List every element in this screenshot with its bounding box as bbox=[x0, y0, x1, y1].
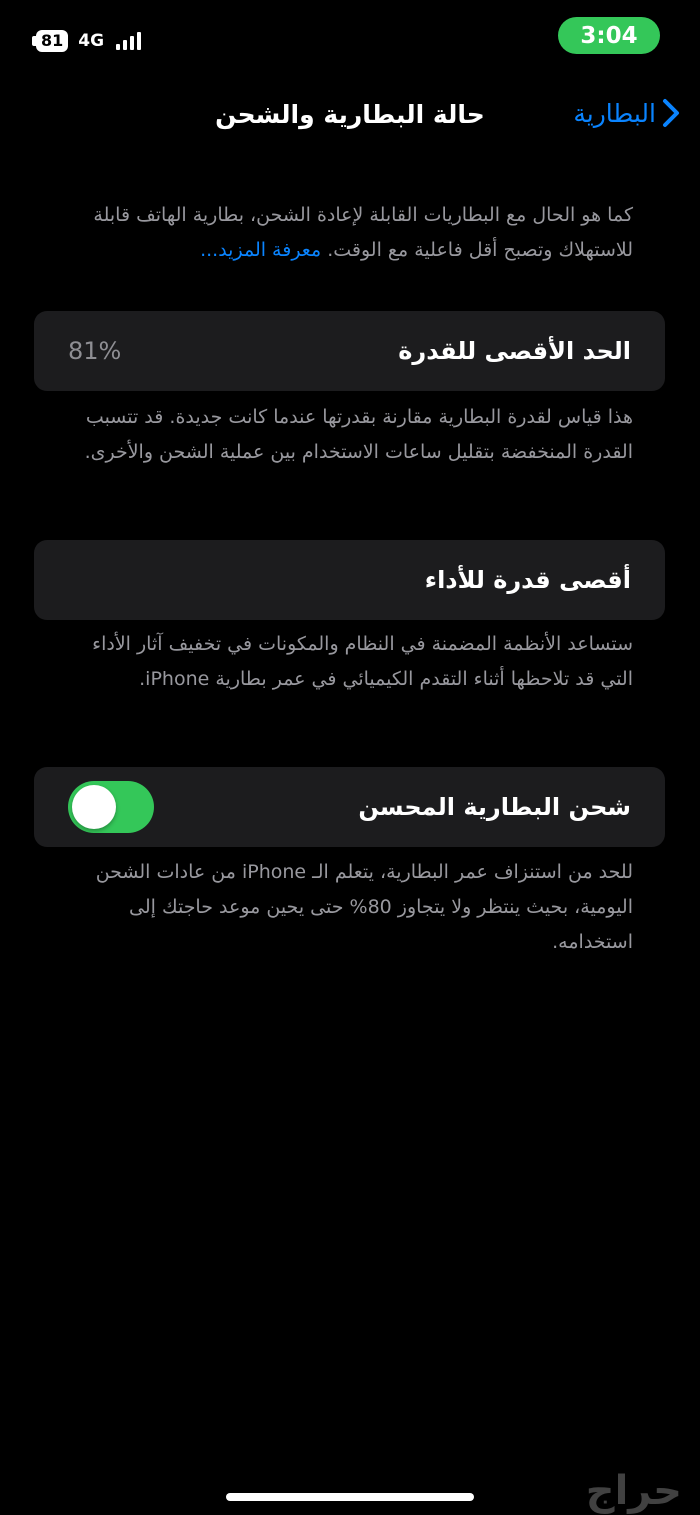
page-title: حالة البطارية والشحن bbox=[215, 100, 485, 129]
chevron-right-icon bbox=[662, 98, 680, 128]
peak-performance-row[interactable] bbox=[34, 540, 665, 620]
peak-performance-description: ستساعد الأنظمة المضمنة في النظام والمكونات في تخفيف آثار الأداء التي قد تلاحظها أثناء التقدم الكيميائي في عمر بطارية iPhone. bbox=[92, 633, 633, 690]
intro-description: كما هو الحال مع البطاريات القابلة لإعادة الشحن، بطارية الهاتف قابلة للاستهلاك وتصبح أقل فاعلية مع الوقت. bbox=[93, 204, 633, 261]
optimized-charging-row bbox=[34, 767, 665, 847]
max-capacity-value: 81% bbox=[68, 337, 122, 365]
time-pill[interactable]: 3:04 bbox=[558, 17, 660, 54]
intro-text bbox=[63, 198, 633, 268]
max-capacity-description: هذا قياس لقدرة البطارية مقارنة بقدرتها عندما كانت جديدة. قد تتسبب القدرة المنخفضة بتقليل ساعات الاستخدام بين عملية الشحن والأخرى. bbox=[84, 406, 633, 463]
learn-more-link[interactable]: معرفة المزيد... bbox=[200, 239, 322, 261]
optimized-charging-toggle[interactable] bbox=[68, 781, 154, 833]
home-indicator[interactable] bbox=[226, 1493, 474, 1501]
max-capacity-label: الحد الأقصى للقدرة bbox=[398, 337, 631, 365]
back-button[interactable] bbox=[573, 98, 680, 128]
back-label: البطارية bbox=[573, 98, 656, 128]
battery-level: 81 bbox=[36, 30, 68, 52]
signal-icon bbox=[116, 32, 141, 50]
max-capacity-row bbox=[34, 311, 665, 391]
battery-icon bbox=[32, 30, 68, 52]
optimized-charging-description: للحد من استنزاف عمر البطارية، يتعلم الـ iPhone من عادات الشحن اليومية، بحيث ينتظر ولا يتجاوز 80% حتى يحين موعد حاجتك إلى استخدامه. bbox=[95, 861, 633, 953]
optimized-charging-label: شحن البطارية المحسن bbox=[358, 793, 631, 821]
toggle-knob bbox=[72, 785, 116, 829]
watermark-logo: حراج bbox=[585, 1468, 682, 1514]
status-bar-left bbox=[32, 30, 141, 52]
peak-performance-label: أقصى قدرة للأداء bbox=[424, 566, 631, 594]
network-type: 4G bbox=[78, 31, 105, 51]
